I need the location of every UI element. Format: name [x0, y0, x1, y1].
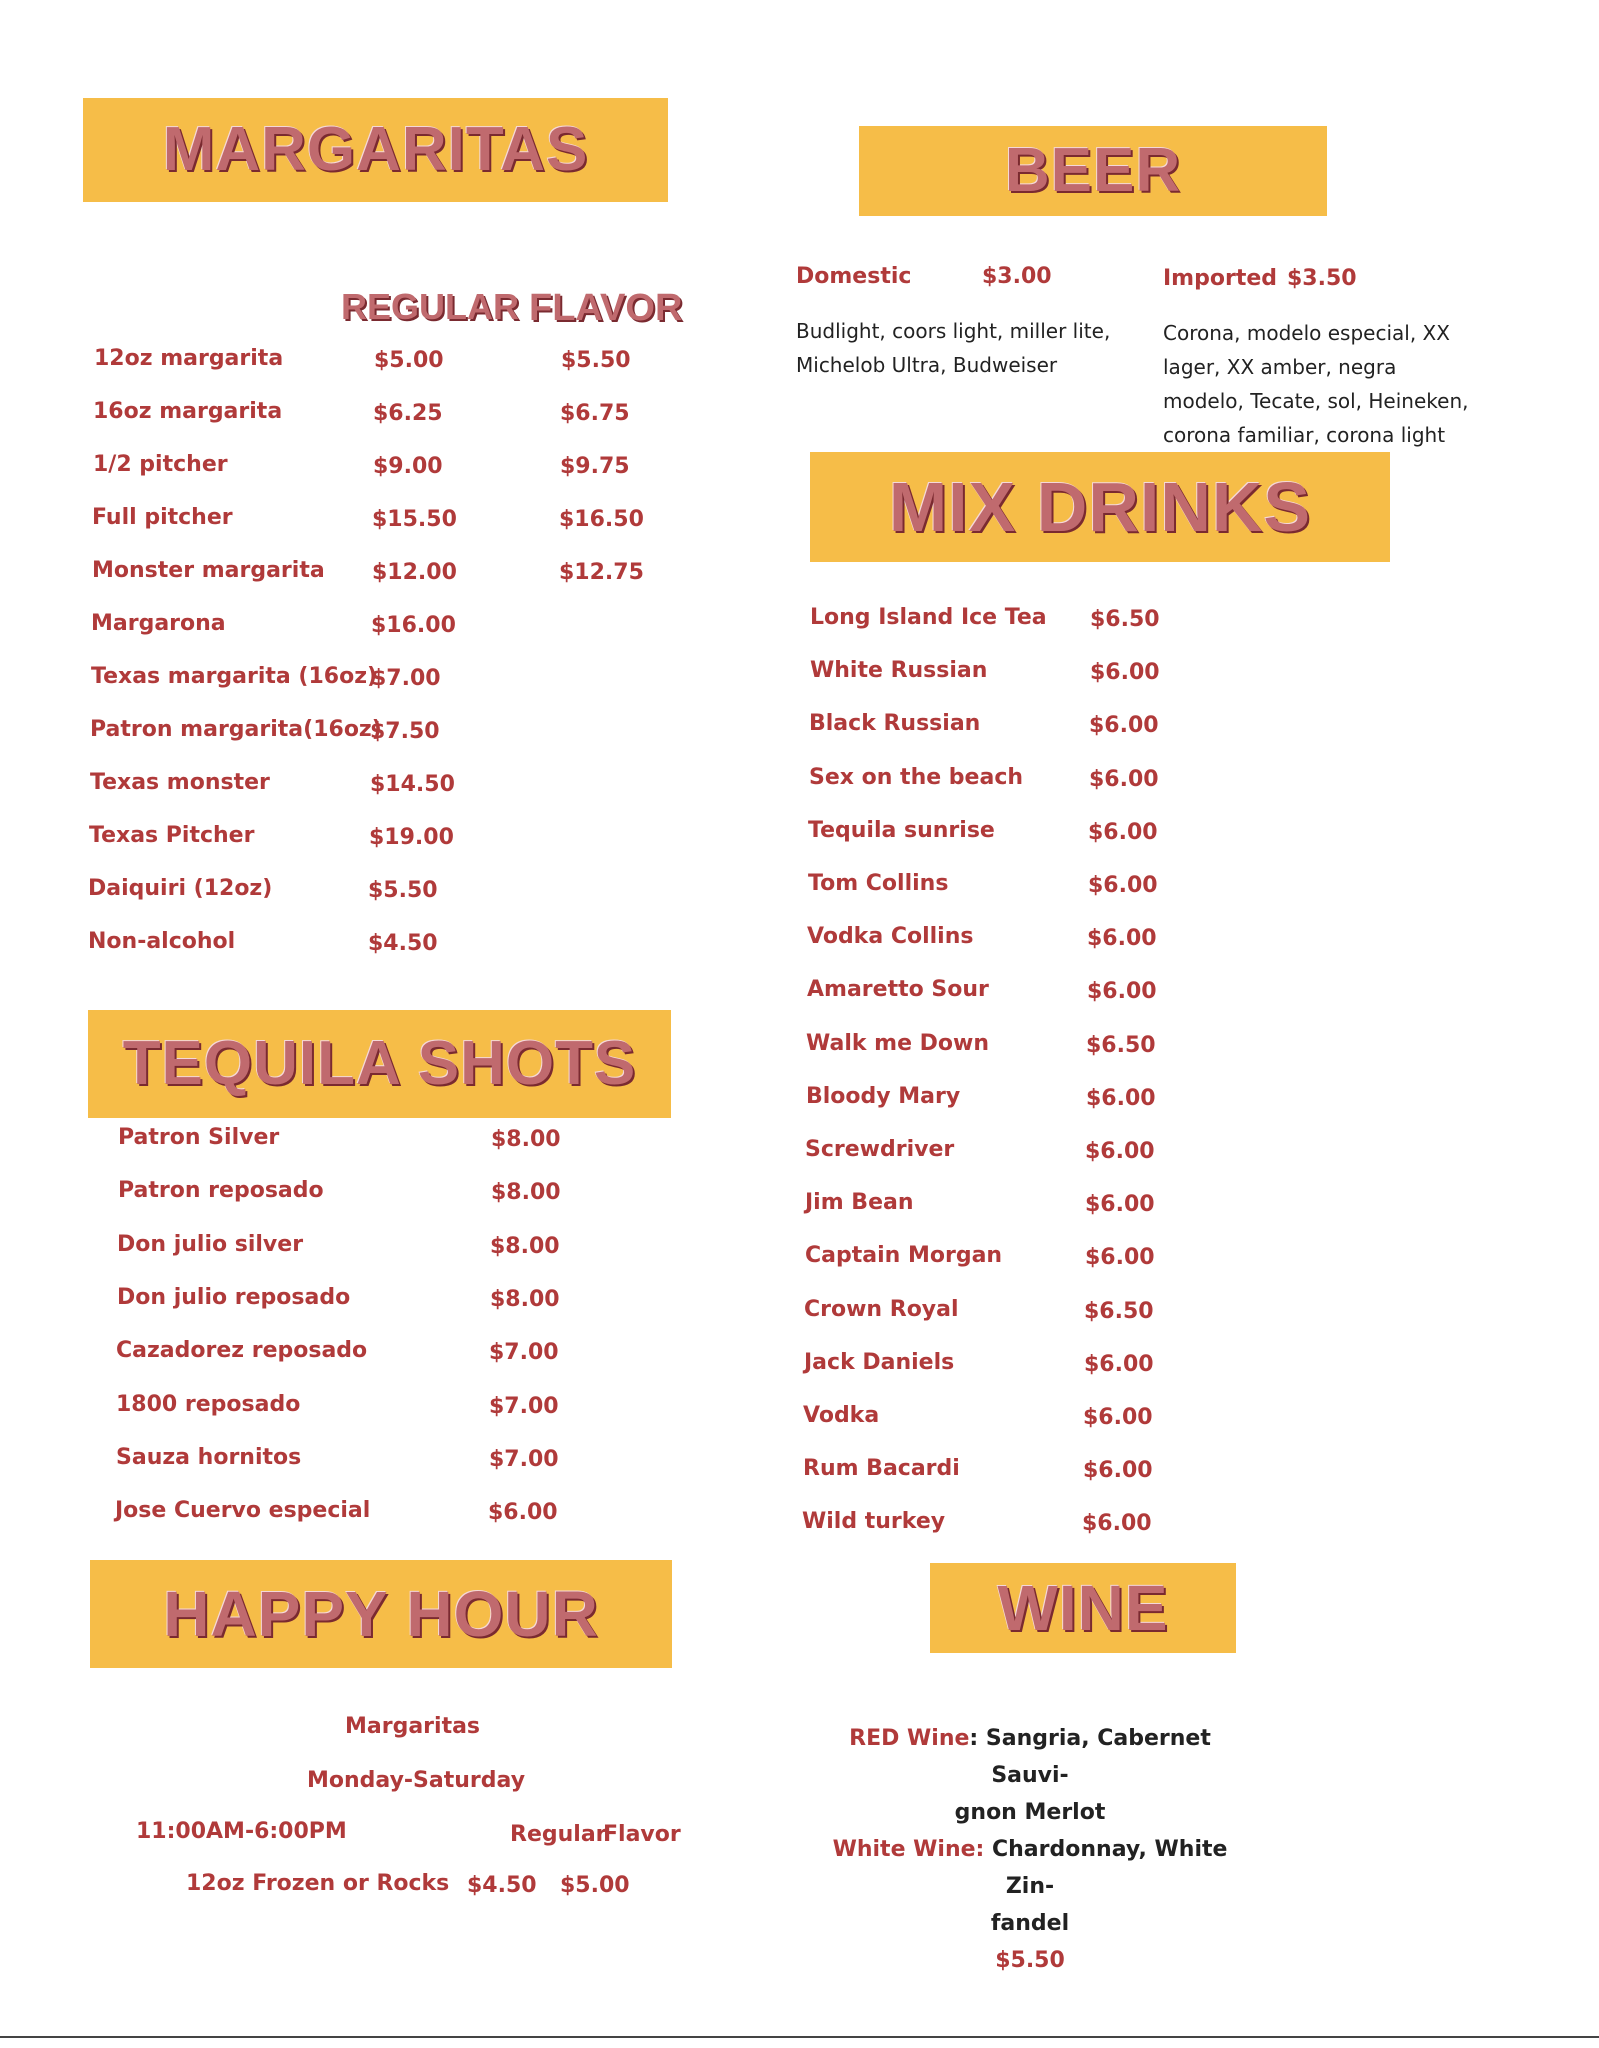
mix-drink-item-price: $6.50	[1086, 1033, 1156, 1058]
margarita-item-regular-price: $7.50	[370, 719, 440, 744]
margarita-item-name: Monster margarita	[92, 558, 325, 583]
beer-banner	[859, 126, 1327, 216]
mix-drink-item-price: $6.00	[1085, 1139, 1155, 1164]
margarita-item-flavor-price: $16.50	[559, 507, 644, 532]
mix-drink-item-name: Captain Morgan	[805, 1243, 1003, 1268]
margarita-item-regular-price: $5.50	[368, 878, 438, 903]
margarita-item-regular-price: $5.00	[374, 348, 444, 373]
happy-hour-banner	[90, 1560, 672, 1668]
mix-drink-item-price: $6.00	[1088, 873, 1158, 898]
beer-imported-price: $3.50	[1287, 266, 1357, 291]
wine-white-text-1: Chardonnay, White Zin-	[984, 1837, 1228, 1899]
wine-banner	[930, 1563, 1236, 1653]
beer-domestic-list	[796, 314, 1110, 382]
mix-drink-item-name: Bloody Mary	[806, 1084, 961, 1109]
beer-imported-line-3: modelo, Tecate, sol, Heineken,	[1163, 389, 1469, 413]
wine-red-label: RED Wine	[849, 1726, 970, 1751]
happy-hour-flavor-heading: Flavor	[603, 1822, 681, 1847]
tequila-shot-item-price: $8.00	[491, 1127, 561, 1152]
mix-drink-item-name: Crown Royal	[804, 1297, 959, 1322]
mix-drink-item-price: $6.50	[1084, 1299, 1154, 1324]
margarita-item-flavor-price: $9.75	[560, 454, 630, 479]
mix-drink-item-price: $6.00	[1087, 926, 1157, 951]
mix-drink-item-price: $6.50	[1090, 607, 1160, 632]
page-bottom-rule	[0, 2036, 1599, 2038]
tequila-shots-banner	[88, 1010, 671, 1118]
margarita-item-flavor-price: $12.75	[559, 560, 644, 585]
tequila-shot-item-price: $6.00	[488, 1500, 558, 1525]
margarita-item-name: 1/2 pitcher	[93, 452, 228, 477]
mix-drink-item-name: Rum Bacardi	[803, 1456, 960, 1481]
happy-hour-item-flavor: $5.00	[560, 1873, 630, 1898]
mix-drink-item-price: $6.00	[1090, 660, 1160, 685]
margarita-item-name: Texas margarita (16oz)	[91, 664, 378, 689]
mix-drink-item-name: Amaretto Sour	[807, 977, 989, 1002]
mix-drink-item-name: Wild turkey	[802, 1509, 946, 1534]
mix-drink-item-name: Sex on the beach	[809, 765, 1024, 790]
tequila-shot-item-name: 1800 reposado	[116, 1392, 301, 1417]
mix-drink-item-price: $6.00	[1086, 1086, 1156, 1111]
margarita-item-regular-price: $16.00	[371, 613, 456, 638]
tequila-shot-item-name: Patron Silver	[118, 1125, 280, 1150]
tequila-shot-item-name: Don julio silver	[117, 1232, 304, 1257]
tequila-shot-item-name: Don julio reposado	[117, 1285, 351, 1310]
wine-red-line	[820, 1720, 1240, 1794]
mix-drink-item-price: $6.00	[1088, 820, 1158, 845]
margarita-item-regular-price: $19.00	[369, 825, 454, 850]
happy-hour-line-1: Margaritas	[345, 1714, 481, 1739]
tequila-shot-item-price: $8.00	[490, 1287, 560, 1312]
happy-hour-title: HAPPY HOUR	[163, 1578, 599, 1650]
margarita-item-name: Margarona	[91, 611, 226, 636]
tequila-shot-item-name: Patron reposado	[118, 1178, 324, 1203]
mix-drink-item-name: Walk me Down	[806, 1031, 990, 1056]
beer-imported-list	[1163, 316, 1468, 452]
margarita-item-name: 12oz margarita	[94, 346, 284, 371]
tequila-shot-item-price: $7.00	[489, 1340, 559, 1365]
happy-hour-regular-heading: Regular	[510, 1822, 607, 1847]
mix-drink-item-price: $6.00	[1082, 1511, 1152, 1536]
margarita-item-name: Texas Pitcher	[89, 823, 255, 848]
tequila-shot-item-name: Sauza hornitos	[116, 1445, 302, 1470]
tequila-shot-item-price: $7.00	[489, 1394, 559, 1419]
wine-title: WINE	[997, 1572, 1169, 1644]
tequila-shot-item-name: Jose Cuervo especial	[115, 1498, 371, 1523]
wine-white-label: White Wine:	[832, 1837, 985, 1862]
mix-drink-item-name: Screwdriver	[805, 1137, 955, 1162]
mix-drink-item-name: Vodka Collins	[807, 924, 974, 949]
margarita-item-regular-price: $4.50	[368, 931, 438, 956]
margarita-item-name: Daiquiri (12oz)	[88, 876, 273, 901]
mix-drink-item-price: $6.00	[1089, 713, 1159, 738]
mix-drinks-title: MIX DRINKS	[888, 468, 1312, 546]
margaritas-title: MARGARITAS	[162, 115, 589, 184]
beer-domestic-label: Domestic	[796, 264, 912, 289]
beer-imported-line-1: Corona, modelo especial, XX	[1163, 321, 1450, 345]
mix-drink-item-price: $6.00	[1085, 1192, 1155, 1217]
wine-red-text-1: : Sangria, Cabernet Sauvi-	[969, 1726, 1211, 1788]
margarita-item-name: Full pitcher	[92, 505, 233, 530]
mix-drink-item-price: $6.00	[1083, 1405, 1153, 1430]
beer-imported-label: Imported	[1163, 266, 1278, 291]
margarita-item-name: Texas monster	[90, 770, 270, 795]
wine-description	[820, 1720, 1240, 1979]
margarita-item-regular-price: $12.00	[372, 560, 457, 585]
mix-drinks-banner	[810, 452, 1390, 562]
mix-drink-item-price: $6.00	[1087, 979, 1157, 1004]
beer-imported-line-2: lager, XX amber, negra	[1163, 355, 1397, 379]
margarita-item-flavor-price: $6.75	[560, 401, 630, 426]
margarita-item-regular-price: $9.00	[373, 454, 443, 479]
mix-drink-item-price: $6.00	[1089, 767, 1159, 792]
margarita-item-name: Non-alcohol	[88, 929, 236, 954]
happy-hour-line-2: Monday-Saturday	[307, 1768, 526, 1793]
mix-drink-item-name: Long Island Ice Tea	[810, 605, 1047, 630]
tequila-shot-item-price: $8.00	[490, 1234, 560, 1259]
mix-drink-item-name: Jack Daniels	[804, 1350, 955, 1375]
wine-white-text-2: fandel	[990, 1911, 1070, 1936]
wine-red-text-2: gnon Merlot	[954, 1800, 1106, 1825]
happy-hour-item-regular: $4.50	[467, 1873, 537, 1898]
margarita-item-flavor-price: $5.50	[561, 348, 631, 373]
mix-drink-item-price: $6.00	[1085, 1245, 1155, 1270]
beer-domestic-line-1: Budlight, coors light, miller lite,	[796, 319, 1111, 343]
margarita-item-regular-price: $14.50	[370, 772, 455, 797]
margaritas-regular-heading: REGULAR	[341, 286, 519, 327]
margarita-item-name: 16oz margarita	[93, 399, 283, 424]
mix-drink-item-price: $6.00	[1083, 1458, 1153, 1483]
margarita-item-regular-price: $15.50	[372, 507, 457, 532]
mix-drink-item-price: $6.00	[1084, 1352, 1154, 1377]
mix-drink-item-name: White Russian	[810, 658, 988, 683]
mix-drink-item-name: Jim Bean	[805, 1190, 914, 1215]
wine-price: $5.50	[995, 1948, 1065, 1973]
margarita-item-regular-price: $6.25	[373, 401, 443, 426]
tequila-shot-item-price: $7.00	[489, 1447, 559, 1472]
mix-drink-item-name: Tom Collins	[808, 871, 949, 896]
happy-hour-item-name: 12oz Frozen or Rocks	[186, 1871, 450, 1896]
margarita-item-regular-price: $7.00	[371, 666, 441, 691]
wine-white-line	[820, 1831, 1240, 1905]
tequila-shot-item-name: Cazadorez reposado	[116, 1338, 368, 1363]
margaritas-flavor-heading: FLAVOR	[529, 287, 683, 329]
beer-domestic-line-2: Michelob Ultra, Budweiser	[796, 353, 1058, 377]
tequila-shot-item-price: $8.00	[491, 1180, 561, 1205]
beer-title: BEER	[1004, 136, 1182, 205]
margarita-item-name: Patron margarita(16oz)	[90, 717, 382, 742]
mix-drink-item-name: Vodka	[803, 1403, 880, 1428]
tequila-shots-title: TEQUILA SHOTS	[122, 1029, 637, 1098]
mix-drink-item-name: Black Russian	[809, 711, 981, 736]
beer-domestic-price: $3.00	[982, 264, 1052, 289]
happy-hour-hours: 11:00AM-6:00PM	[136, 1819, 347, 1844]
beer-imported-line-4: corona familiar, corona light	[1163, 423, 1446, 447]
mix-drink-item-name: Tequila sunrise	[808, 818, 995, 843]
margaritas-banner	[83, 98, 668, 202]
